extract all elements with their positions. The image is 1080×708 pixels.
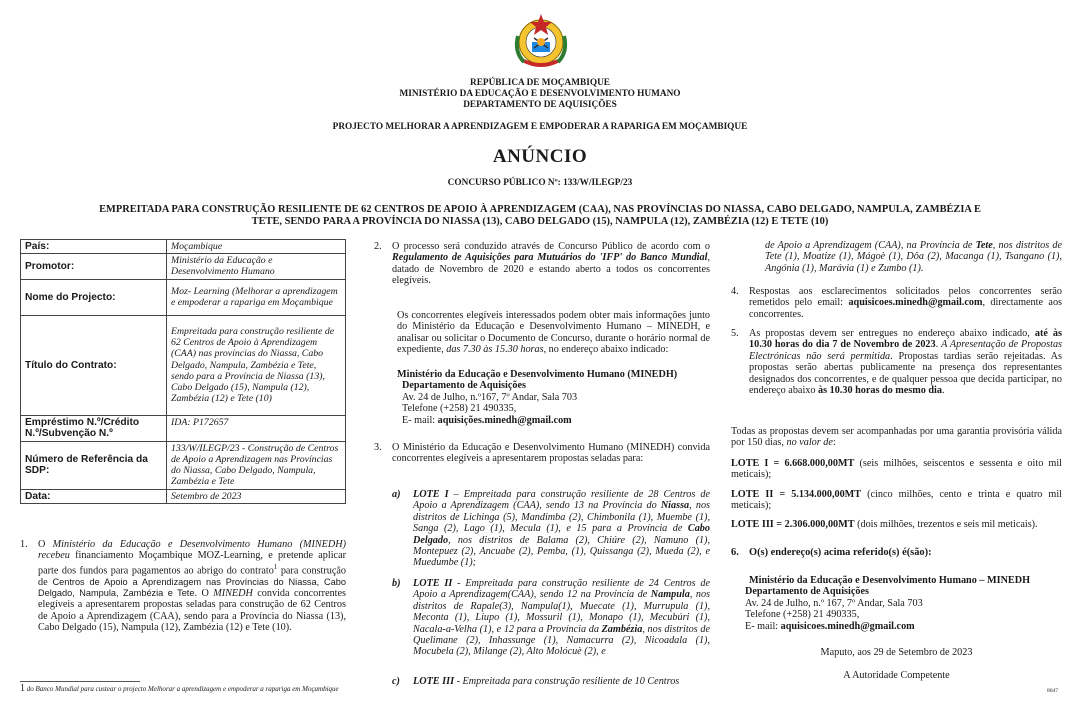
address-line: Ministério da Educação e Desenvolvimento Humano – MINEDH	[749, 575, 1030, 586]
text: , nos distritos de Rapale(3), Nampula(1), Muecate (1), Murrupula (1), Meconta (1), Liupo (1), Mossuril (1), Monapo (1), Mecubúri (1), Nacala-a-Velha (1), e 12 para a Província da	[413, 589, 710, 635]
row-label: Promotor:	[21, 254, 167, 279]
text: às 10.30 horas do mesmo dia	[818, 385, 942, 397]
text: (seis milhões, seiscentos e sessenta e oito mil meticais);	[731, 458, 1062, 481]
footnote-number: 1	[20, 683, 25, 694]
row-value: Setembro de 2023	[167, 489, 346, 503]
paragraph-2	[392, 241, 710, 287]
text: – Empreitada para construção resiliente de 28 Centros de Apoio a Aprendizagem (CAA), sendo 13 na Província do	[413, 489, 711, 512]
text: . Propostas tardias serão rejeitadas. As propostas serão abertas publicamente na presença dos representantes designados dos concorrentes, e de qualquer pessoa que decida participar, no endereço abaixo	[749, 350, 1062, 397]
guarantee-lot-1	[731, 458, 1062, 481]
table-row	[21, 240, 346, 254]
paragraph-5	[749, 328, 1062, 396]
text: Zambézia	[601, 623, 643, 635]
footnote-text: do Banco Mundial para custear o projecto Melhorar a aprendizagem e empoderar a rapariga em Moçambique	[26, 685, 339, 693]
text: , nos distritos de Quelimane (2), Inhassunge (1), Namacurra (2), Nicoadala (1), Mocubela (2), Milange (2), Alto Molócuè (2), e	[413, 623, 710, 658]
text: E- mail:	[745, 620, 781, 632]
tender-number: CONCURSO PÚBLICO Nº: 133/W/ILEGP/23	[447, 178, 633, 188]
republic-heading: REPÚBLICA DE MOÇAMBIQUE	[470, 78, 610, 88]
table-row	[21, 489, 346, 503]
signature-authority: A Autoridade Competente	[843, 670, 950, 681]
text: LOTE I	[413, 489, 449, 500]
text: (cinco milhões, cento e trinta e quatro mil meticais);	[731, 489, 1062, 512]
guarantee-paragraph	[731, 426, 1062, 449]
table-row	[21, 254, 346, 279]
text: , nos distritos de Balama (2), Chiúre (2), Namuno (1), Montepuez (2), Ancuabe (2), Pemba, (1), Quissanga (2), Mueda (2), e Muedumbe (1);	[413, 534, 710, 569]
text: , datado de Novembro de 2020 e estando aberto a todos os concorrentes elegíveis.	[392, 252, 710, 287]
text: para construção de	[38, 565, 346, 588]
text: - Empreitada para construção resiliente de 24 Centros de Apoio a Aprendizagem(CAA), sendo 12 na Província de	[413, 578, 710, 601]
address-line: Departamento de Aquisições	[402, 380, 526, 392]
footnote	[20, 683, 339, 694]
address-line: Departamento de Aquisições	[745, 586, 869, 598]
paragraph-number: 1.	[20, 539, 28, 550]
address-line: Telefone (+258) 21 490335,	[745, 609, 860, 621]
paragraph-number: 3.	[374, 442, 382, 453]
address-line: Telefone (+258) 21 490335,	[402, 403, 517, 415]
text: A Apresentação de Propostas Electrónicas não será permitida	[749, 339, 1062, 362]
text: no valor de	[786, 437, 833, 449]
address-block-1	[397, 369, 710, 426]
guarantee-lot-2	[731, 489, 1062, 512]
text: Cabo Delgado	[413, 523, 710, 546]
paragraph-4	[749, 286, 1062, 320]
row-value: Moçambique	[167, 240, 346, 254]
table-row	[21, 315, 346, 415]
department-heading: DEPARTAMENTO DE AQUISIÇÕES	[463, 100, 617, 110]
paragraph-6: O(s) endereço(s) acima referido(s) é(são):	[749, 547, 932, 558]
text: Niassa	[660, 500, 690, 512]
page-title: ANÚNCIO	[492, 146, 588, 167]
table-row	[21, 279, 346, 315]
address-line: Ministério da Educação e Desenvolvimento Humano (MINEDH)	[397, 369, 678, 380]
text: , directamente aos concorrentes.	[749, 297, 1063, 320]
page-code: 8047	[1047, 688, 1058, 694]
address-line: Av. 24 de Julho, n.º 167, 7º Andar, Sala 703	[745, 597, 923, 609]
project-heading: PROJECTO MELHORAR A APRENDIZAGEM E EMPODERAR A RAPARIGA EM MOÇAMBIQUE	[332, 122, 748, 132]
paragraph-number: 2.	[374, 241, 382, 252]
lot-1	[413, 489, 710, 569]
address-block-2	[745, 575, 1065, 632]
list-marker: b)	[392, 578, 401, 589]
footnote-ref: 1	[273, 562, 278, 571]
text: LOTE I = 6.668.000,00MT	[731, 458, 855, 469]
text: LOTE II	[413, 578, 453, 589]
guarantee-lot-3	[731, 519, 1062, 530]
text: Respostas aos esclarecimentos solicitados pelos concorrentes serão remetidos pelo email:	[749, 286, 1062, 309]
text: O	[38, 539, 53, 550]
table-row	[21, 441, 346, 489]
text: financiamento Moçambique MOZ-Learning, e pretende aplicar parte dos fundos para pagamentos ao abrigo do contrato	[38, 550, 346, 577]
signature-date: Maputo, aos 29 de Setembro de 2023	[820, 647, 973, 658]
row-label: Empréstimo N.º/Crédito N.º/Subvenção N.º	[21, 415, 167, 441]
text: LOTE II = 5.134.000,00MT	[731, 489, 862, 500]
text: , no endereço abaixo indicado:	[543, 344, 669, 356]
paragraph-number: 5.	[731, 328, 739, 339]
text: de Apoio a Aprendizagem (CAA), na Província de	[765, 240, 976, 251]
paragraph-number: 6.	[731, 547, 739, 558]
text: LOTE III = 2.306.000,00MT	[731, 519, 855, 530]
text: Regulamento de Aquisições para Mutuários do 'IFP' do Banco Mundial	[392, 252, 708, 264]
text: As propostas devem ser entregues no endereço abaixo indicado,	[749, 328, 1035, 339]
email-link[interactable]: aquisições.minedh@gmail.com	[437, 414, 572, 426]
text: .	[935, 339, 942, 351]
tender-info-table	[20, 239, 346, 504]
text: Ministério da Educação e Desenvolvimento Humano (MINEDH) recebeu	[38, 539, 347, 562]
row-value: IDA: P172657	[167, 415, 346, 441]
text: E- mail:	[402, 414, 438, 426]
ministry-heading: MINISTÉRIO DA EDUCAÇÃO E DESENVOLVIMENTO HUMANO	[399, 89, 681, 99]
row-value: Ministério da Educação e Desenvolvimento Humano	[167, 254, 346, 279]
row-label: País:	[21, 240, 167, 254]
row-value: Moz- Learning (Melhorar a aprendizagem e empoderar a rapariga em Moçambique	[167, 279, 346, 315]
row-label: Data:	[21, 489, 167, 503]
text: Nampula	[650, 589, 690, 601]
mozambique-emblem-icon	[508, 8, 574, 74]
lot-3-continued	[765, 240, 1062, 274]
lot-2	[413, 578, 710, 658]
text: Todas as propostas devem ser acompanhadas por uma garantia provisória válida por 150 dias,	[731, 426, 1062, 449]
text: - Empreitada para construção resiliente de 10 Centros	[454, 676, 680, 687]
row-label: Número de Referência da SDP:	[21, 441, 167, 489]
paragraph-3: O Ministério da Educação e Desenvolvimento Humano (MINEDH) convida concorrentes elegíveis a apresentarem propostas seladas para:	[392, 442, 710, 465]
text: até às 10.30 horas do dia 7 de Novembro de 2023	[749, 328, 1062, 351]
text: Tete	[975, 240, 993, 251]
text: . O	[194, 588, 214, 600]
footnote-divider	[20, 681, 140, 682]
paragraph-number: 4.	[731, 286, 739, 297]
list-marker: c)	[392, 676, 400, 687]
table-row	[21, 415, 346, 441]
text: , nos distritos de Tete (1), Moatize (1), Mágoè (1), Dôa (2), Macanga (1), Tsangano (1), Angónia (1), Marávia (1) e Zumbo (1).	[765, 240, 1062, 274]
email-link[interactable]: aquisicoes.minedh@gmail.com	[780, 620, 915, 632]
row-value: 133/W/ILEGP/23 - Construção de Centros de Apoio a Aprendizagem nas Províncias do Niassa, Cabo Delgado, Nampula, Zambézia e Tete	[167, 441, 346, 489]
text: , nos distritos de Lichinga (5), Mandimba (2), Chimbonila (1), Muembe (1), Sanga (2), Lago (1), Mecula (1), e 15 para a Província de	[413, 500, 710, 535]
text: (dois milhões, trezentos e seis mil meticais).	[854, 519, 1038, 530]
text: das 7.30 às 15.30 horas	[446, 344, 544, 356]
lot-3	[413, 676, 710, 687]
text: .	[941, 385, 945, 397]
row-label: Nome do Projecto:	[21, 279, 167, 315]
list-marker: a)	[392, 489, 401, 500]
text: :	[832, 437, 836, 449]
text: LOTE III	[413, 676, 455, 687]
row-label: Título do Contrato:	[21, 315, 167, 415]
text: O processo será conduzido através de Concurso Público de acordo com o	[392, 241, 710, 252]
text: MINEDH	[213, 588, 253, 600]
tender-subject: EMPREITADA PARA CONSTRUÇÃO RESILIENTE DE 62 CENTROS DE APOIO À APRENDIZAGEM (CAA), NAS PROVÍNCIAS DO NIASSA, CABO DELGADO, NAMPULA, ZAMBÉZIA E TETE, SENDO PARA A PROVÍNCIA DO NIASSA (13), CABO DELGADO (15), NAMPULA (12), ZAMBÉZIA (12) E TETE (10)	[99, 204, 981, 228]
paragraph-2b	[397, 310, 710, 356]
paragraph-1	[38, 539, 346, 634]
text: Os concorrentes elegíveis interessados podem obter mais informações junto do Ministério da Educação e Desenvolvimento Humano – MINEDH, e analisar ou solicitar o Documento de Concurso, durante o horário normal de expediente,	[397, 310, 710, 356]
text: convida concorrentes elegíveis a apresentarem propostas seladas para construção de 62 Centros de Apoio a Aprendizagem (CAA), sendo para a Província do Niassa (13), Cabo Delgado (15), Nampula (12), Zambézia (12) e Tete (10).	[38, 588, 346, 634]
address-line: Av. 24 de Julho, n.º167, 7º Andar, Sala 703	[402, 391, 578, 403]
row-value: Empreitada para construção resiliente de 62 Centros de Apoio à Aprendizagem (CAA) nas províncias do Niassa, Cabo Delgado, Nampula, Zambézia e Tete, sendo para a Província de Niassa (13), Cabo Delgado (15), Nampula (12), Zambézia (12) e Tete (10)	[167, 315, 346, 415]
text: Centros de Apoio a Aprendizagem nas Províncias do Niassa, Cabo Delgado, Nampula, Zambézia e Tete	[38, 576, 346, 599]
email-link[interactable]: aquisicoes.minedh@gmail.com	[848, 297, 983, 309]
